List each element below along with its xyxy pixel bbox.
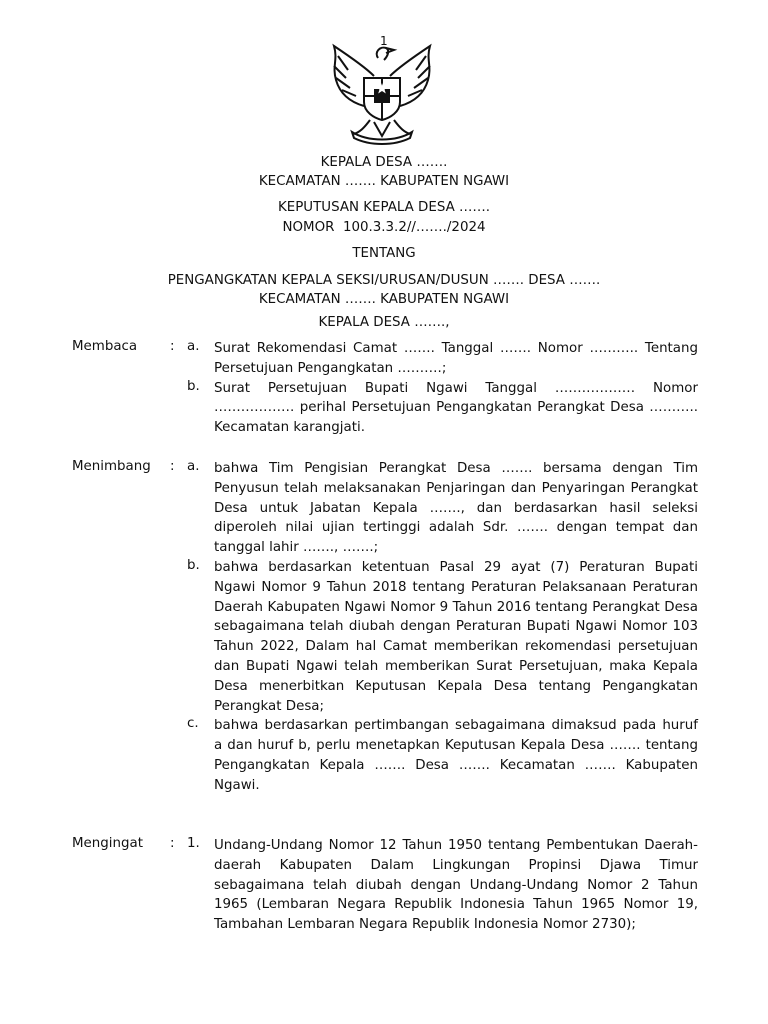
item-text: Surat Persetujuan Bupati Ngawi Tanggal ……………… Nomor ……………… perihal Persetujuan Pengangkatan Perangkat Desa ……….. Kecamatan karangjati. [214, 380, 698, 436]
item-text: Surat Rekomendasi Camat ……. Tanggal ……. Nomor ……….. Tentang Persetujuan Pengangkatan ……….; [214, 341, 698, 376]
item-marker: a. [187, 339, 200, 354]
item-marker: 1. [187, 836, 200, 851]
list-item [72, 339, 698, 379]
item-text: bahwa Tim Pengisian Perangkat Desa ……. bersama dengan Tim Penyusun telah melaksanakan Penjaringan dan Penyaringan Perangkat Desa untuk Jabatan Kepala ……., dan berdasarkan hasil seleksi diperoleh nilai ujian tertinggi adalah Sdr. ……. dengan tempat dan tanggal lahir ……., …….; [214, 461, 698, 556]
section-membaca [72, 339, 698, 438]
header-kepala-desa: KEPALA DESA ……. [320, 155, 448, 170]
header-keputusan: KEPUTUSAN KEPALA DESA ……. [277, 200, 491, 215]
item-marker: c. [187, 716, 199, 732]
item-marker: b. [187, 557, 200, 573]
section-label: Mengingat [72, 836, 143, 851]
header-subject-line1: PENGANGKATAN KEPALA SEKSI/URUSAN/DUSUN ……. DESA ……. [167, 273, 601, 288]
garuda-pancasila-emblem-icon [324, 36, 440, 148]
header-subject-line2: KECAMATAN ……. KABUPATEN NGAWI [258, 292, 510, 307]
header-nomor [0, 218, 768, 238]
item-text: bahwa berdasarkan pertimbangan sebagaimana dimaksud pada huruf a dan huruf b, perlu menetapkan Keputusan Kepala Desa ……. tentang Pengangkatan Kepala ……. Desa ……. Kecamatan ……. Kabupaten Ngawi. [214, 718, 698, 793]
section-label: Membaca [72, 339, 138, 354]
nomor-prefix: NOMOR 100.3.3.2/ [282, 220, 412, 235]
section-colon: : [170, 836, 175, 851]
header-kepala-desa-comma: KEPALA DESA ……., [318, 315, 450, 330]
nomor-suffix: /……./2024 [411, 220, 486, 235]
section-colon: : [170, 339, 175, 354]
item-marker: b. [187, 378, 200, 394]
list-item [72, 558, 698, 716]
section-menimbang [72, 459, 698, 796]
item-text: Undang-Undang Nomor 12 Tahun 1950 tentang Pembentukan Daerah-daerah Kabupaten Dalam Lingkungan Propinsi Djawa Timur sebagaimana telah diubah dengan Undang-Undang Nomor 2 Tahun 1965 (Lembaran Negara Republik Indonesia Tahun 1965 Nomor 19, Tambahan Lembaran Negara Republik Indonesia Nomor 2730); [214, 838, 698, 933]
list-item [72, 379, 698, 438]
section-mengingat [72, 836, 698, 935]
list-item [72, 716, 698, 795]
section-label: Menimbang [72, 459, 151, 474]
item-text: bahwa berdasarkan ketentuan Pasal 29 ayat (7) Peraturan Bupati Ngawi Nomor 9 Tahun 2018 tentang Peraturan Pelaksanaan Peraturan Daerah Kabupaten Ngawi Nomor 9 Tahun 2016 tentang Perangkat Desa sebagaimana telah diubah dengan Peraturan Bupati Ngawi Nomor 103 Tahun 2022, Dalam hal Camat memberikan rekomendasi persetujuan dan Bupati Ngawi telah memberikan Surat Persetujuan, maka Kepala Desa menerbitkan Keputusan Kepala Desa tentang Pengangkatan Perangkat Desa; [214, 559, 698, 714]
header-tentang: TENTANG [352, 246, 416, 261]
header-kecamatan: KECAMATAN ……. KABUPATEN NGAWI [258, 174, 510, 189]
item-marker: a. [187, 459, 200, 474]
list-item [72, 459, 698, 558]
list-item [72, 836, 698, 935]
page-number: 1 [380, 34, 388, 48]
section-colon: : [170, 459, 175, 474]
